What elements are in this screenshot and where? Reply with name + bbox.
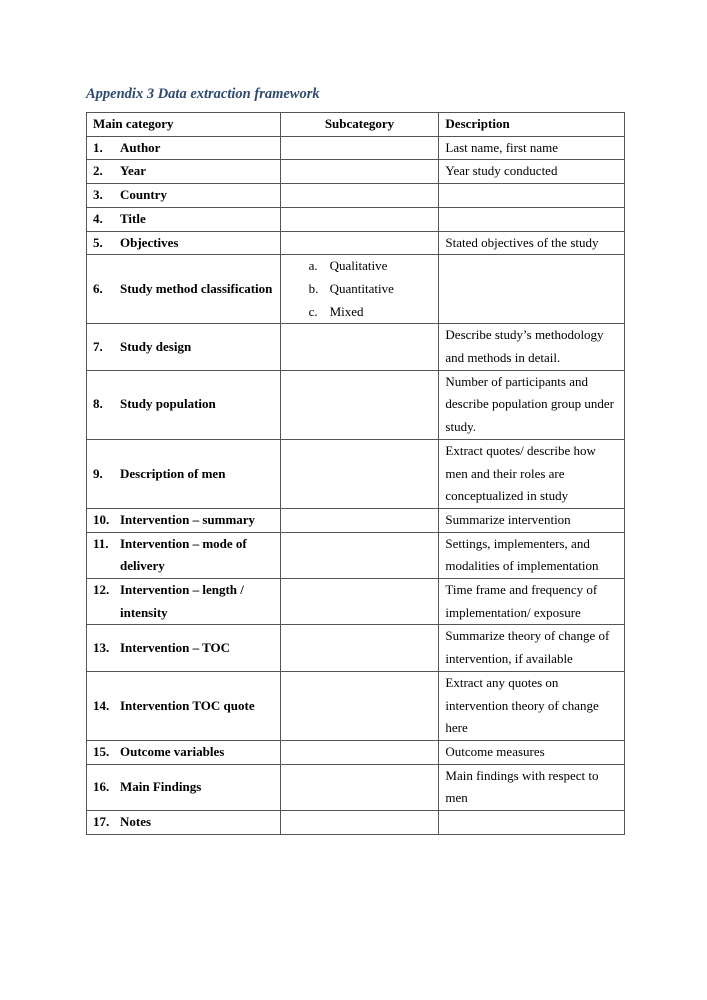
- subcategory-item: [309, 278, 433, 301]
- subcategory-cell: [280, 625, 439, 671]
- row-number: 6.: [93, 280, 103, 296]
- subcategory-letter: c.: [308, 303, 318, 319]
- subcategory-cell: [280, 764, 439, 810]
- main-category: [93, 533, 274, 578]
- main-category-cell: [87, 811, 281, 835]
- main-category-cell: [87, 579, 281, 625]
- subcategory-cell: [280, 740, 439, 764]
- table-row: [87, 207, 625, 231]
- subcategory-cell: [280, 255, 439, 324]
- row-number: 11.: [93, 535, 109, 551]
- main-category: [93, 184, 274, 207]
- category-label: Intervention – mode of delivery: [120, 535, 247, 574]
- subcategory-item: [309, 255, 433, 278]
- category-label: Title: [120, 210, 146, 226]
- table-row: [87, 532, 625, 578]
- main-category-cell: [87, 207, 281, 231]
- row-number: 4.: [93, 210, 103, 226]
- category-label: Objectives: [120, 234, 179, 250]
- subcategory-cell: [280, 231, 439, 255]
- category-label: Study population: [120, 396, 216, 412]
- subcategory-cell: [280, 207, 439, 231]
- subcategory-cell: [280, 324, 439, 370]
- description-cell: [439, 811, 625, 835]
- category-label: Intervention TOC quote: [120, 697, 255, 713]
- main-category: [93, 637, 274, 660]
- main-category: [93, 393, 274, 416]
- subcategory-list: [287, 255, 433, 323]
- description-cell: Main findings with respect to men: [439, 764, 625, 810]
- description-cell: Extract quotes/ describe how men and their roles are conceptualized in study: [439, 439, 625, 508]
- category-label: Notes: [120, 814, 152, 830]
- row-number: 17.: [93, 814, 110, 830]
- main-category: [93, 137, 274, 160]
- description-cell: Stated objectives of the study: [439, 231, 625, 255]
- row-number: 3.: [93, 187, 103, 203]
- subcategory-letter: a.: [308, 258, 318, 274]
- table-row: [87, 671, 625, 740]
- subcategory-text: Quantitative: [329, 280, 394, 296]
- description-cell: Number of participants and describe population group under study.: [439, 370, 625, 439]
- subcategory-cell: [280, 579, 439, 625]
- row-number: 12.: [93, 582, 110, 598]
- main-category: [93, 278, 274, 301]
- subcategory-cell: [280, 184, 439, 208]
- description-cell: Extract any quotes on intervention theory of change here: [439, 671, 625, 740]
- main-category-cell: [87, 324, 281, 370]
- category-label: Study design: [120, 338, 192, 354]
- subcategory-text: Qualitative: [329, 258, 388, 274]
- table-row: [87, 508, 625, 532]
- row-number: 16.: [93, 779, 110, 795]
- main-category: [93, 232, 274, 255]
- category-label: Intervention – summary: [120, 511, 256, 527]
- main-category: [93, 776, 274, 799]
- main-category-cell: [87, 136, 281, 160]
- category-label: Outcome variables: [120, 743, 225, 759]
- category-label: Intervention – TOC: [120, 639, 231, 655]
- description-cell: [439, 207, 625, 231]
- table-row: [87, 160, 625, 184]
- main-category: [93, 509, 274, 532]
- main-category: [93, 208, 274, 231]
- subcategory-cell: [280, 439, 439, 508]
- row-number: 10.: [93, 511, 110, 527]
- category-label: Intervention – length / intensity: [120, 582, 244, 620]
- main-category-cell: [87, 508, 281, 532]
- category-label: Description of men: [120, 465, 226, 481]
- data-extraction-table: [86, 112, 625, 835]
- table-row: [87, 255, 625, 324]
- description-cell: Outcome measures: [439, 740, 625, 764]
- table-row: [87, 740, 625, 764]
- row-number: 2.: [93, 163, 103, 179]
- row-number: 14.: [93, 697, 110, 713]
- category-label: Author: [120, 139, 161, 155]
- main-category: [93, 579, 274, 624]
- table-row: [87, 439, 625, 508]
- subcategory-cell: [280, 370, 439, 439]
- subcategory-cell: [280, 136, 439, 160]
- table-row: [87, 136, 625, 160]
- description-cell: Year study conducted: [439, 160, 625, 184]
- subcategory-text: Mixed: [329, 303, 364, 319]
- subcategory-cell: [280, 532, 439, 578]
- subcategory-cell: [280, 508, 439, 532]
- table-row: [87, 811, 625, 835]
- main-category-cell: [87, 160, 281, 184]
- document-title: Appendix 3 Data extraction framework: [86, 86, 320, 102]
- main-category-cell: [87, 764, 281, 810]
- description-cell: Last name, first name: [439, 136, 625, 160]
- main-category: [93, 741, 274, 764]
- main-category-cell: [87, 532, 281, 578]
- table-row: [87, 625, 625, 671]
- row-number: 5.: [93, 234, 103, 250]
- main-category-cell: [87, 439, 281, 508]
- category-label: Main Findings: [120, 779, 202, 795]
- description-cell: Settings, implementers, and modalities of implementation: [439, 532, 625, 578]
- row-number: 8.: [93, 396, 103, 412]
- subcategory-cell: [280, 160, 439, 184]
- main-category: [93, 695, 274, 718]
- subcategory-cell: [280, 671, 439, 740]
- category-label: Year: [120, 163, 146, 179]
- description-cell: Summarize theory of change of intervention, if available: [439, 625, 625, 671]
- main-category-cell: [87, 255, 281, 324]
- table-row: [87, 324, 625, 370]
- table-row: [87, 764, 625, 810]
- row-number: 13.: [93, 639, 110, 655]
- row-number: 9.: [93, 465, 103, 481]
- main-category-cell: [87, 671, 281, 740]
- description-cell: Describe study’s methodology and methods in detail.: [439, 324, 625, 370]
- category-label: Country: [120, 187, 167, 203]
- main-category-cell: [87, 625, 281, 671]
- main-category: [93, 336, 274, 359]
- description-cell: [439, 255, 625, 324]
- row-number: 1.: [93, 139, 103, 155]
- header-description: Description: [439, 113, 625, 137]
- table-row: [87, 370, 625, 439]
- header-subcategory: Subcategory: [280, 113, 439, 137]
- table-row: [87, 579, 625, 625]
- table-header-row: [87, 113, 625, 137]
- main-category: [93, 463, 274, 486]
- row-number: 7.: [93, 338, 103, 354]
- category-label: Study method classification: [120, 280, 273, 296]
- main-category: [93, 160, 274, 183]
- main-category-cell: [87, 740, 281, 764]
- description-cell: [439, 184, 625, 208]
- table-row: [87, 184, 625, 208]
- main-category-cell: [87, 370, 281, 439]
- subcategory-cell: [280, 811, 439, 835]
- row-number: 15.: [93, 743, 110, 759]
- description-cell: Time frame and frequency of implementation/ exposure: [439, 579, 625, 625]
- description-cell: Summarize intervention: [439, 508, 625, 532]
- subcategory-item: [309, 301, 433, 324]
- table-row: [87, 231, 625, 255]
- main-category: [93, 811, 274, 834]
- main-category-cell: [87, 231, 281, 255]
- subcategory-letter: b.: [308, 280, 319, 296]
- header-main-category: Main category: [87, 113, 281, 137]
- main-category-cell: [87, 184, 281, 208]
